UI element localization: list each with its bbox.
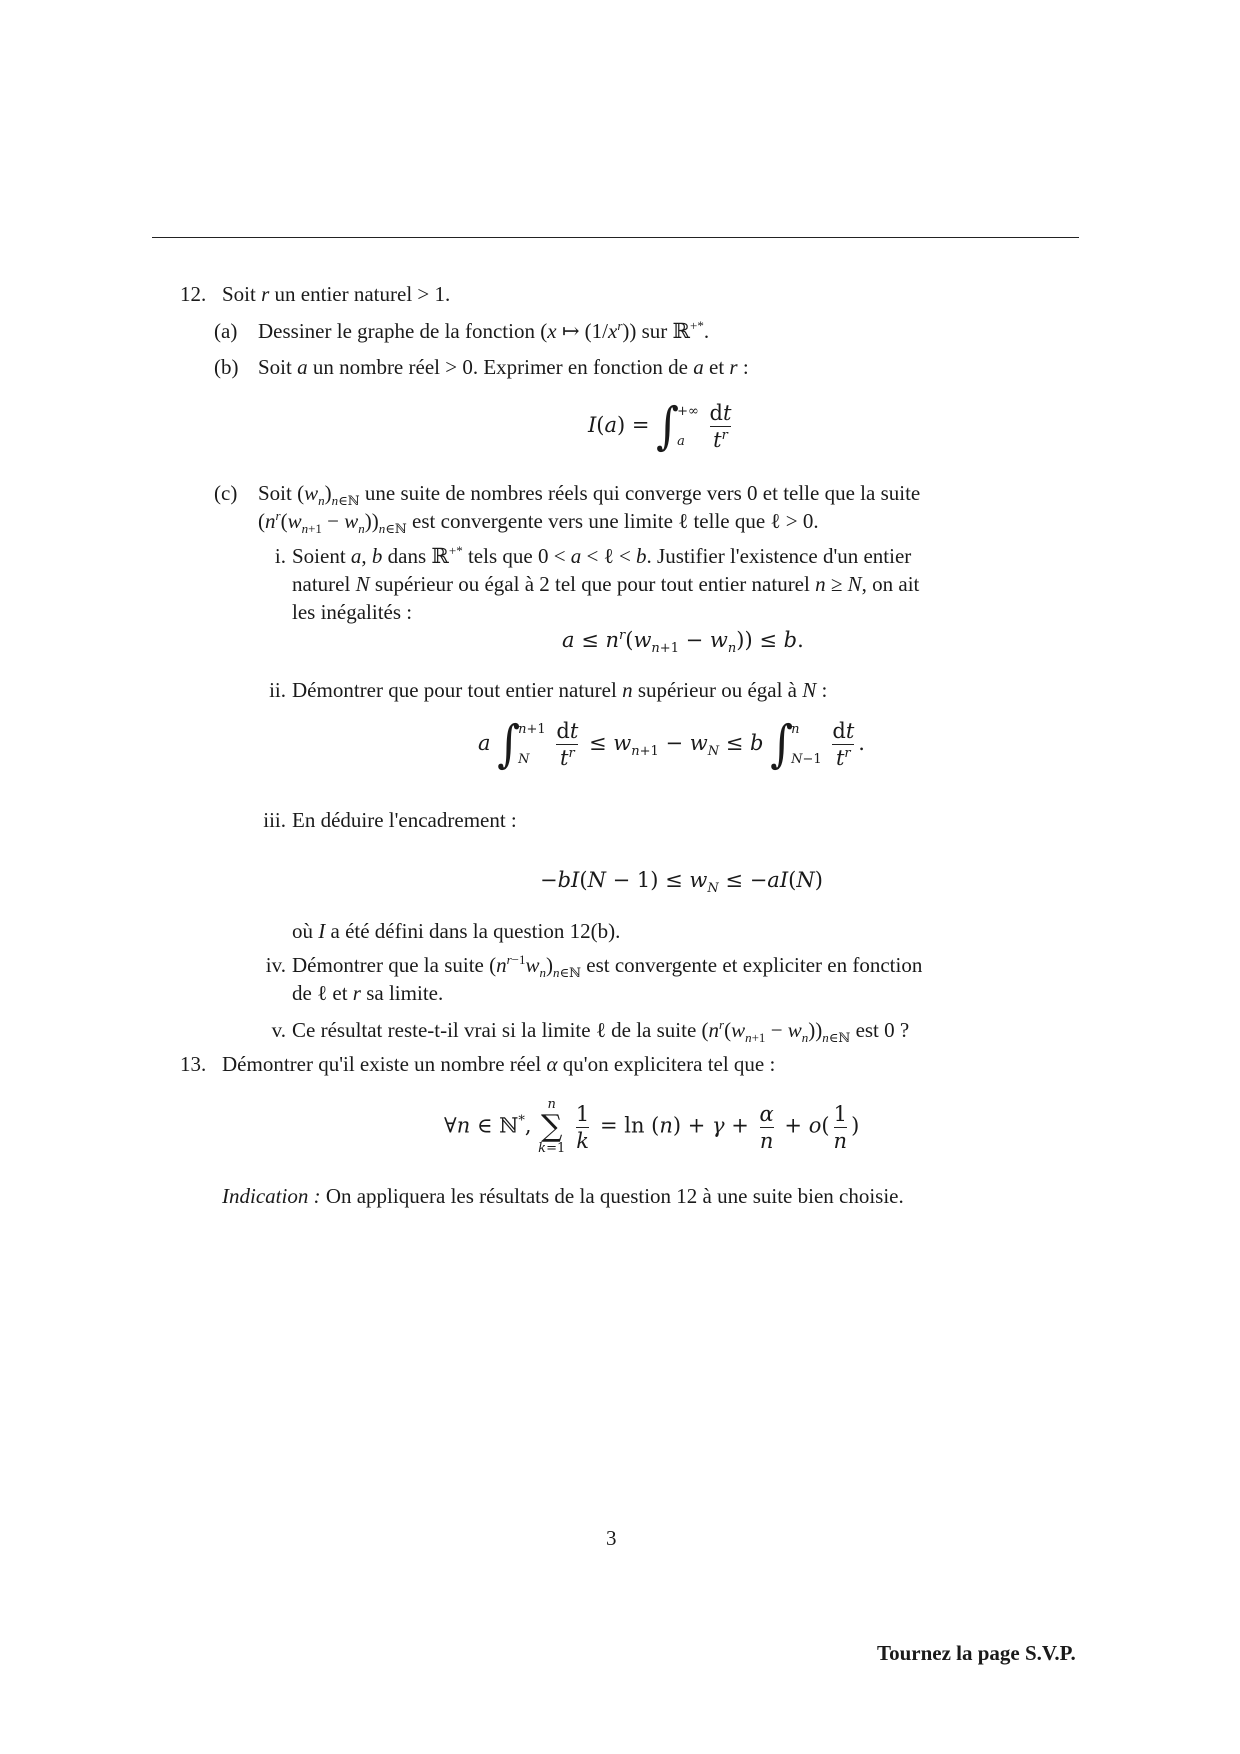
q12cii-label: ii. bbox=[269, 678, 286, 702]
header-rule bbox=[152, 237, 1079, 238]
q13-hint-text: On appliquera les résultats de la question 12 à une suite bien choisie. bbox=[325, 1184, 904, 1208]
page-number: 3 bbox=[606, 1526, 617, 1550]
q12civ-line2: de ℓ et r sa limite. bbox=[292, 981, 444, 1005]
q12c-line2: $(n^r(w_{n+1} - w_n))_{n\in ℕ}$ est convergente vers une limite ℓ telle que ℓ > 0. bbox=[258, 508, 819, 537]
footer-turn-page: Tournez la page S.V.P. bbox=[877, 1641, 1076, 1665]
q12ci-line1: Soient a, b dans ℝ+* tels que 0 < a < ℓ < b. Justifier l'existence d'un entier bbox=[292, 543, 912, 568]
q12ci-label: i. bbox=[274, 544, 286, 568]
q12cv-label: v. bbox=[271, 1018, 286, 1042]
q12cii-equation: a ∫ n+1 N $\frac{dt}{t^r}$ ≤ $w_{n+1} - w_N \le b$ ∫ n N−1 $\frac{dt}{t^r}$ . bbox=[478, 715, 865, 774]
q13-number: 13. bbox=[180, 1052, 207, 1076]
q12b-label: (b) bbox=[214, 355, 239, 379]
q12b-text: Soit a un nombre réel > 0. Exprimer en fonction de a et r : bbox=[258, 355, 749, 379]
q12ciii-text: En déduire l'encadrement : bbox=[292, 808, 517, 832]
q12a-label: (a) bbox=[214, 319, 238, 343]
q12-number: 12. bbox=[180, 282, 207, 306]
q12ciii-equation: $-bI(N - 1) \le w_N \le -aI(N)$ bbox=[540, 868, 823, 897]
q12civ-label: iv. bbox=[265, 953, 286, 977]
equation-i-of-a: I(a) = ∫ +∞ a $\frac{dt}{t^r}$ bbox=[588, 397, 732, 456]
q12a-text: Dessiner le graphe de la fonction (x ↦ $(1/x^r)$) sur ℝ+*. bbox=[258, 318, 710, 343]
q12ciii-label: iii. bbox=[263, 808, 286, 832]
q12c-label: (c) bbox=[214, 481, 238, 505]
q12cii-text: Démontrer que pour tout entier naturel n supérieur ou égal à N : bbox=[292, 678, 828, 702]
q12ciii-after: où I a été défini dans la question 12(b). bbox=[292, 919, 621, 943]
q12ci-line3: les inégalités : bbox=[292, 600, 413, 624]
q12cv-text: Ce résultat reste-t-il vrai si la limite ℓ de la suite $(n^r(w_{n+1} - w_n))_{n\in ℕ}$ est 0 ? bbox=[292, 1017, 910, 1046]
q12ci-line2: naturel N supérieur ou égal à 2 tel que pour tout entier naturel n ≥ N, on ait bbox=[292, 572, 920, 596]
q13-hint-label: Indication : bbox=[222, 1184, 321, 1208]
q12c-line1: Soit $(w_n)_{n\in ℕ}$ une suite de nombres réels qui converge vers 0 et telle que la suite bbox=[258, 481, 921, 509]
q13-text: Démontrer qu'il existe un nombre réel α qu'on explicitera tel que : bbox=[222, 1052, 776, 1076]
q12-intro: Soit r un entier naturel > 1. bbox=[222, 282, 451, 306]
q13-equation: ∀n ∈ ℕ*, n ∑ k=1 $\frac{1}{k}$ = ln (n) + γ + $\frac{\alpha}{n}$ + o( $\frac{1}{n}$ ) bbox=[444, 1097, 860, 1156]
q12ci-equation: $a \le n^r(w_{n+1} - w_n)) \le b$. bbox=[562, 628, 804, 657]
q12civ-line1: Démontrer que la suite $(n^{r-1}w_n)_{n\in ℕ}$ est convergente et expliciter en fonction bbox=[292, 952, 923, 981]
q13-hint bbox=[222, 1182, 904, 1210]
